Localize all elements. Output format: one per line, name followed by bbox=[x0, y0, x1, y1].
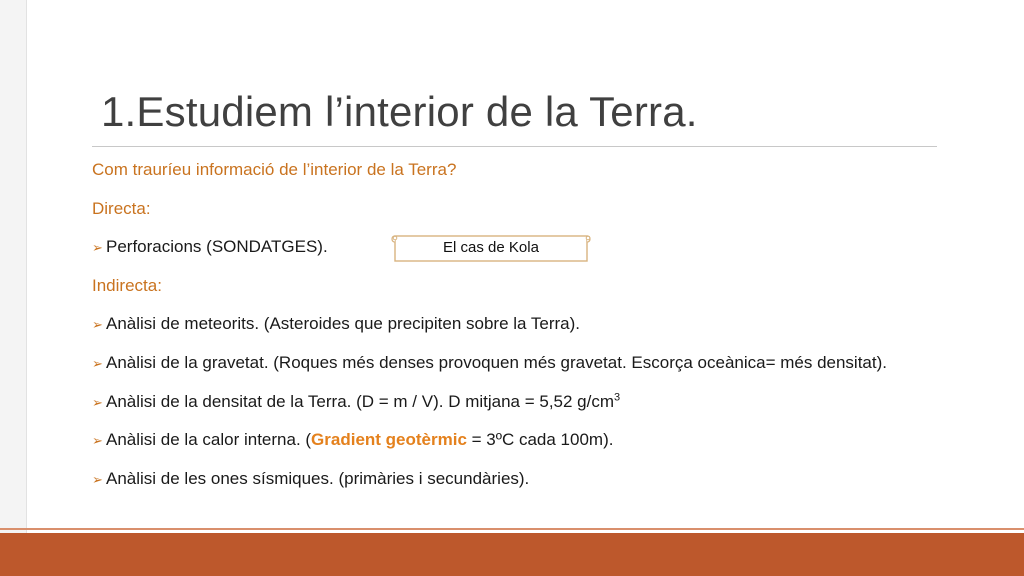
highlight-gradient: Gradient geotèrmic bbox=[311, 430, 467, 450]
list-item-gravity bbox=[92, 351, 1002, 390]
left-decorative-bar bbox=[0, 0, 26, 533]
title-divider bbox=[92, 146, 937, 147]
question-text: Com trauríeu informació de l’interior de la Terra? bbox=[92, 160, 457, 179]
kola-label: El cas de Kola bbox=[443, 239, 539, 256]
list-item-text: Anàlisi de la gravetat. (Roques més denses provoquen més gravetat. Escorça oceànica= més densitat). bbox=[106, 352, 887, 372]
arrow-bullet-icon: ➢ bbox=[92, 394, 103, 410]
left-bar-divider bbox=[26, 0, 27, 533]
kola-scroll-button[interactable] bbox=[391, 234, 591, 262]
indirect-heading: Indirecta: bbox=[92, 275, 162, 295]
list-item-text: Anàlisi de la densitat de la Terra. (D = m / V). D mitjana = 5,52 g/cm bbox=[106, 391, 615, 411]
arrow-bullet-icon: ➢ bbox=[92, 240, 103, 256]
footer-band bbox=[0, 533, 1024, 576]
list-item-text: Anàlisi de la calor interna. ( bbox=[106, 430, 312, 450]
list-item-text: Anàlisi de meteorits. (Asteroides que precipiten sobre la Terra). bbox=[106, 314, 581, 334]
list-item-heat bbox=[92, 428, 1002, 467]
list-item-text: = 3ºC cada 100m). bbox=[466, 430, 614, 450]
arrow-bullet-icon: ➢ bbox=[92, 355, 103, 371]
arrow-bullet-icon: ➢ bbox=[92, 433, 103, 449]
list-item-density bbox=[92, 390, 1002, 429]
list-item-meteorites bbox=[92, 312, 1002, 351]
density-superscript: 3 bbox=[614, 390, 621, 403]
arrow-bullet-icon: ➢ bbox=[92, 471, 103, 487]
list-item-text: Anàlisi de les ones sísmiques. (primàries i secundàries). bbox=[106, 468, 530, 488]
list-item-text: Perforacions (SONDATGES). bbox=[106, 237, 328, 257]
slide-body bbox=[92, 158, 1002, 505]
footer-accent-line bbox=[0, 528, 1024, 530]
direct-heading: Directa: bbox=[92, 198, 151, 218]
list-item-seismic bbox=[92, 467, 1002, 506]
arrow-bullet-icon: ➢ bbox=[92, 317, 103, 333]
slide-title: 1.Estudiem l’interior de la Terra. bbox=[101, 88, 698, 135]
